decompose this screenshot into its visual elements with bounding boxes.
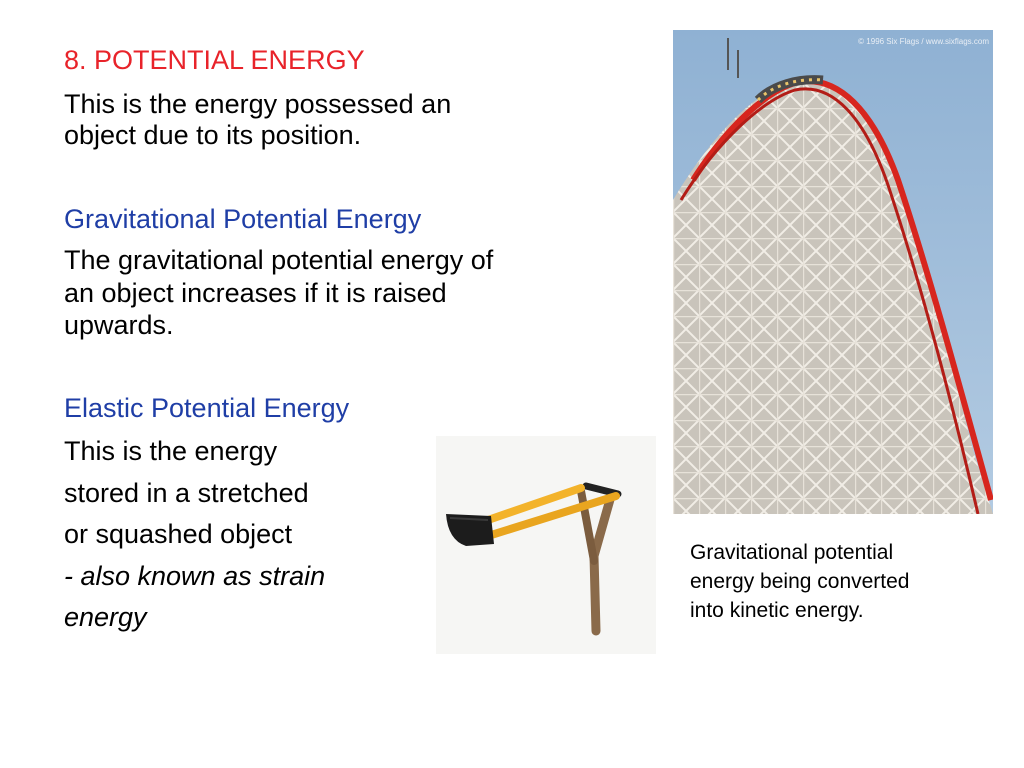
slide-title: 8. POTENTIAL ENERGY bbox=[64, 45, 365, 75]
intro-line-1: This is the energy possessed an bbox=[64, 89, 452, 119]
elastic-heading: Elastic Potential Energy bbox=[64, 393, 350, 423]
rollercoaster-watermark: © 1996 Six Flags / www.sixflags.com bbox=[858, 37, 989, 46]
caption-line-3: into kinetic energy. bbox=[690, 599, 864, 622]
elastic-line-2: stored in a stretched bbox=[64, 478, 309, 508]
gravitational-line-2: an object increases if it is raised bbox=[64, 278, 447, 308]
caption-line-1: Gravitational potential bbox=[690, 541, 894, 564]
caption-line-2: energy being converted bbox=[690, 570, 910, 593]
intro-line-2: object due to its position. bbox=[64, 120, 362, 150]
elastic-line-1: This is the energy bbox=[64, 436, 278, 466]
rollercoaster-photo bbox=[673, 30, 993, 514]
gravitational-line-3: upwards. bbox=[64, 310, 174, 340]
elastic-line-3: or squashed object bbox=[64, 519, 293, 549]
elastic-italic-line-1: - also known as strain bbox=[64, 561, 326, 591]
slingshot-photo bbox=[436, 436, 656, 654]
gravitational-line-1: The gravitational potential energy of bbox=[64, 245, 494, 275]
gravitational-heading: Gravitational Potential Energy bbox=[64, 204, 422, 234]
elastic-italic-line-2: energy bbox=[64, 602, 147, 632]
